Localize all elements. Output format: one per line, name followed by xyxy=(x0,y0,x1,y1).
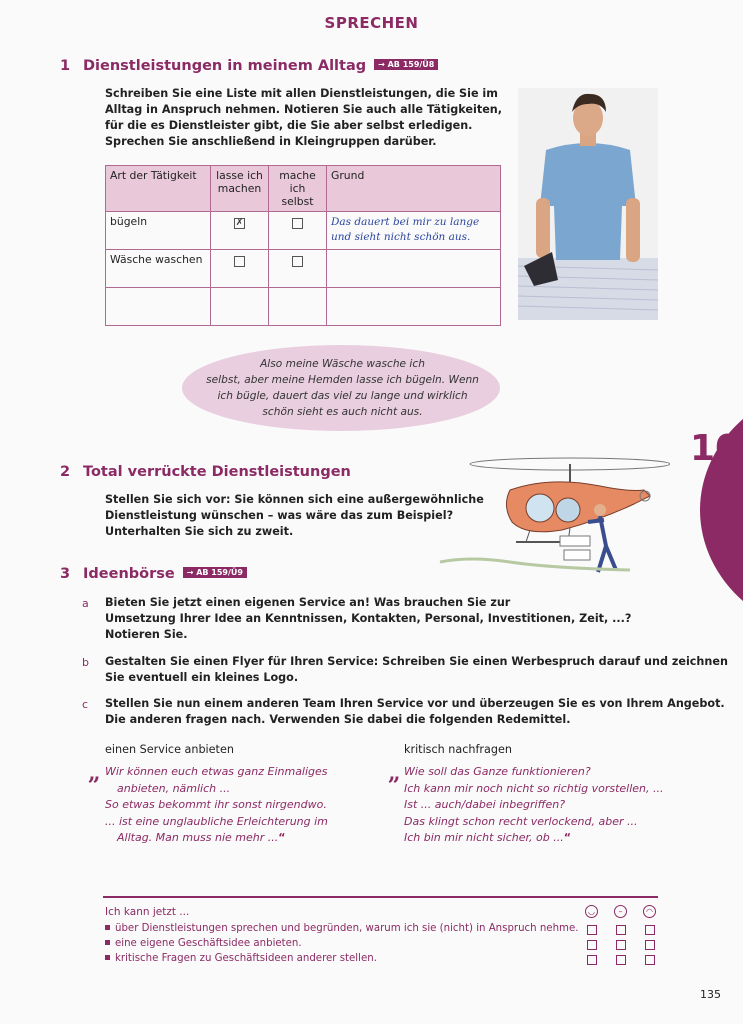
table-header: Art der Tätigkeit xyxy=(106,166,211,212)
checkbox[interactable] xyxy=(616,940,626,950)
section-1-instructions: Schreiben Sie eine Liste mit allen Dienstleistungen, die Sie im Alltag in Anspruch nehmen. Notieren Sie auch alle Tätigkeiten, für die es Dienstleister gibt, die Sie aber selbst erledigen. Sprechen Sie anschließend in Kleingruppen darüber. xyxy=(105,87,503,148)
checkbox[interactable] xyxy=(292,218,303,229)
happy-face-icon: ◡ xyxy=(585,905,598,918)
checkbox[interactable] xyxy=(645,925,655,935)
table-cell xyxy=(211,250,269,288)
task-c-text: Stellen Sie nun einem anderen Team Ihren Service vor und überzeugen Sie es von Ihrem Angebot. Die anderen fragen nach. Verwenden Sie dabei die folgenden Redemittel. xyxy=(105,697,725,726)
divider xyxy=(103,896,658,898)
ironing-photo xyxy=(518,88,658,320)
checkbox[interactable] xyxy=(234,256,245,267)
can-do-item: kritische Fragen zu Geschäftsideen anderer stellen. xyxy=(105,953,377,964)
quote-open-right: „ xyxy=(388,760,401,786)
workbook-reference: → AB 159/Ü8 xyxy=(374,59,438,70)
table-cell xyxy=(211,212,269,250)
workbook-reference: → AB 159/Ü9 xyxy=(183,567,247,578)
section-number: 2 xyxy=(60,464,71,480)
can-do-heading: Ich kann jetzt ... xyxy=(105,906,190,918)
handwritten-reason: Das dauert bei mir zu lange und sieht nicht schön aus. xyxy=(327,212,501,250)
section-title: Dienstleistungen in meinem Alltag xyxy=(83,58,367,74)
table-header: Grund xyxy=(327,166,501,212)
checkbox[interactable] xyxy=(587,955,597,965)
section-title: Ideenbörse xyxy=(83,566,175,582)
table-cell xyxy=(106,288,211,326)
section-title: Total verrückte Dienstleistungen xyxy=(83,464,351,480)
table-cell xyxy=(269,288,327,326)
item-letter: b xyxy=(82,656,89,669)
item-letter: c xyxy=(82,698,89,711)
activity-table xyxy=(105,165,501,326)
page-title: SPRECHEN xyxy=(324,14,419,32)
speech-bubble-text: Also meine Wäsche wasche ich selbst, aber meine Hemden lasse ich bügeln. Wenn ich bügle, dauert das viel zu lange und wirklich schön sieht es auch nicht aus. xyxy=(206,358,479,418)
left-phrases: Wir können euch etwas ganz Einmaliges anbieten, nämlich ... So etwas bekommt ihr sonst nirgendwo. ... ist eine unglaubliche Erleichterung im Alltag. Man muss nie mehr ...“ xyxy=(105,765,328,844)
section-3-heading xyxy=(60,566,247,582)
section-2-heading xyxy=(60,464,351,480)
checkbox[interactable] xyxy=(292,256,303,267)
chapter-tab xyxy=(700,380,743,640)
checkbox[interactable] xyxy=(616,925,626,935)
checkbox[interactable] xyxy=(645,955,655,965)
can-do-item: eine eigene Geschäftsidee anbieten. xyxy=(105,938,302,949)
table-row xyxy=(106,250,501,288)
checkbox[interactable] xyxy=(645,940,655,950)
table-cell: Wäsche waschen xyxy=(106,250,211,288)
table-cell xyxy=(269,212,327,250)
section-1-heading xyxy=(60,58,438,74)
table-cell xyxy=(211,288,269,326)
neutral-face-icon: – xyxy=(614,905,627,918)
right-column-heading: kritisch nachfragen xyxy=(404,743,512,756)
chapter-number: 10 xyxy=(690,428,741,469)
task-b-text: Gestalten Sie einen Flyer für Ihren Service: Schreiben Sie einen Werbespruch darauf und zeichnen Sie eventuell ein kleines Logo. xyxy=(105,655,728,684)
quote-open-left: „ xyxy=(88,760,101,786)
sad-face-icon: ◠ xyxy=(643,905,656,918)
helicopter-illustration xyxy=(430,450,670,582)
left-column-heading: einen Service anbieten xyxy=(105,743,234,756)
task-a-text: Bieten Sie jetzt einen eigenen Service an! Was brauchen Sie zur Umsetzung Ihrer Idee an Kenntnissen, Kontakten, Personal, Investitionen, Zeit, ...? Notieren Sie. xyxy=(105,596,632,641)
table-header: lasse ich machen xyxy=(211,166,269,212)
table-header-row xyxy=(106,166,501,212)
right-phrases: Wie soll das Ganze funktionieren? Ich kann mir noch nicht so richtig vorstellen, ... Ist ... auch/dabei inbegriffen? Das klingt schon recht verlockend, aber ... Ich bin mir nicht sicher, ob ...“ xyxy=(404,765,664,844)
section-number: 3 xyxy=(60,566,71,582)
checkbox[interactable] xyxy=(587,925,597,935)
table-header: mache ich selbst xyxy=(269,166,327,212)
checkbox[interactable] xyxy=(616,955,626,965)
section-2-instructions: Stellen Sie sich vor: Sie können sich eine außergewöhnliche Dienstleistung wünschen – was wäre das zum Beispiel? Unterhalten Sie sich zu zweit. xyxy=(105,493,484,538)
can-do-item: über Dienstleistungen sprechen und begründen, warum ich sie (nicht) in Anspruch nehme. xyxy=(105,923,578,934)
table-row xyxy=(106,212,501,250)
table-row xyxy=(106,288,501,326)
table-cell: bügeln xyxy=(106,212,211,250)
checkbox[interactable] xyxy=(587,940,597,950)
item-letter: a xyxy=(82,597,89,610)
page-number: 135 xyxy=(700,988,721,1001)
table-cell xyxy=(269,250,327,288)
table-cell xyxy=(327,288,501,326)
table-cell xyxy=(327,250,501,288)
checkbox[interactable]: ✗ xyxy=(235,218,244,228)
section-number: 1 xyxy=(60,58,71,74)
